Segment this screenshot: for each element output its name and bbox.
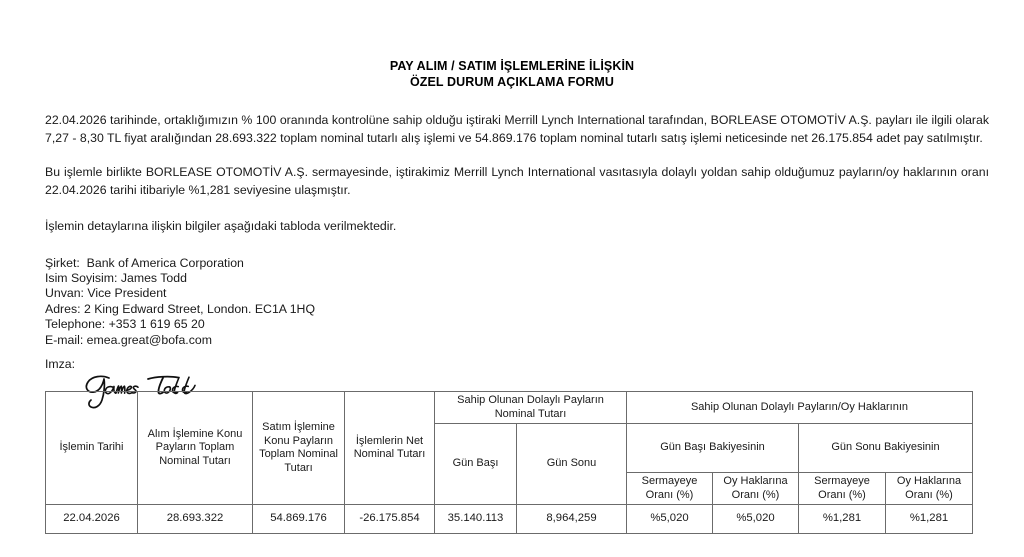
paragraph-ownership-ratio: Bu işlemle birlikte BORLEASE OTOMOTİV A.Ş. sermayesinde, iştirakimiz Merrill Lynch International vasıtasıyla dolaylı yoldan sahip olduğumuz payların/oy haklarının oranı 22.04.2026 tarihi itibariyle %1,281 seviyesine ulaşmıştır. <box>45 165 989 197</box>
header-day-start-balance: Gün Başı Bakiyesinin <box>627 424 799 473</box>
cell-capital-ratio-end: %1,281 <box>799 505 886 534</box>
header-day-end: Gün Sonu <box>517 424 627 505</box>
header-sale-total: Satım İşlemine Konu Payların Toplam Nominal Tutarı <box>253 392 345 505</box>
table-header-row-1 <box>46 392 973 424</box>
header-day-end-balance: Gün Sonu Bakiyesinin <box>799 424 973 473</box>
cell-sale-total: 54.869.176 <box>253 505 345 534</box>
contact-telephone: Telephone: +353 1 619 65 20 <box>45 317 205 332</box>
header-purchase-total: Alım İşlemine Konu Payların Toplam Nominal Tutarı <box>138 392 253 505</box>
document-title <box>0 0 1024 90</box>
header-capital-ratio-start: Sermayeye Oranı (%) <box>627 473 713 505</box>
contact-email: E-mail: emea.great@bofa.com <box>45 332 212 347</box>
header-group-indirect-rights: Sahip Olunan Dolaylı Payların/Oy Haklarının <box>627 392 973 424</box>
table-row <box>46 505 973 534</box>
cell-transaction-date: 22.04.2026 <box>46 505 138 534</box>
title-line-1: PAY ALIM / SATIM İŞLEMLERİNE İLİŞKİN <box>389 59 635 73</box>
header-voting-ratio-end: Oy Haklarına Oranı (%) <box>886 473 973 505</box>
cell-purchase-total: 28.693.322 <box>138 505 253 534</box>
header-day-start: Gün Başı <box>435 424 517 505</box>
disclosure-table <box>45 391 973 534</box>
cell-voting-ratio-end: %1,281 <box>886 505 973 534</box>
header-group-indirect-nominal: Sahip Olunan Dolaylı Payların Nominal Tutarı <box>435 392 627 424</box>
header-net-nominal: İşlemlerin Net Nominal Tutarı <box>345 392 435 505</box>
signature-label: Imza: <box>45 356 76 371</box>
cell-day-end: 8,964,259 <box>517 505 627 534</box>
header-transaction-date: İşlemin Tarihi <box>46 392 138 505</box>
cell-day-start: 35.140.113 <box>435 505 517 534</box>
disclosure-table-wrap <box>45 391 972 534</box>
paragraph-table-reference: İşlemin detaylarına ilişkin bilgiler aşağıdaki tabloda verilmektedir. <box>45 219 397 233</box>
document-body <box>0 112 1024 403</box>
header-capital-ratio-end: Sermayeye Oranı (%) <box>799 473 886 505</box>
paragraph-transaction-summary: 22.04.2026 tarihinde, ortaklığımızın % 100 oranında kontrolüne sahip olduğu iştiraki Merrill Lynch International tarafından, BORLEASE OTOMOTİV A.Ş. payları ile ilgili olarak 7,27 - 8,30 TL fiyat aralığından 28.693.322 toplam nominal tutarlı alış işlemi ve 54.869.176 toplam nominal tutarlı satış işlemi neticesinde net 26.175.854 adet pay satılmıştır. <box>45 113 989 145</box>
cell-net-nominal: -26.175.854 <box>345 505 435 534</box>
cell-capital-ratio-start: %5,020 <box>627 505 713 534</box>
contact-name: Isim Soyisim: James Todd <box>45 270 187 285</box>
contact-title: Unvan: Vice President <box>45 286 167 301</box>
contact-address: Adres: 2 King Edward Street, London. EC1A 1HQ <box>45 301 316 316</box>
header-voting-ratio-start: Oy Haklarına Oranı (%) <box>713 473 799 505</box>
contact-details <box>45 256 989 348</box>
contact-company: Şirket: Bank of America Corporation <box>45 255 244 270</box>
title-line-2: ÖZEL DURUM AÇIKLAMA FORMU <box>409 75 615 89</box>
cell-voting-ratio-start: %5,020 <box>713 505 799 534</box>
